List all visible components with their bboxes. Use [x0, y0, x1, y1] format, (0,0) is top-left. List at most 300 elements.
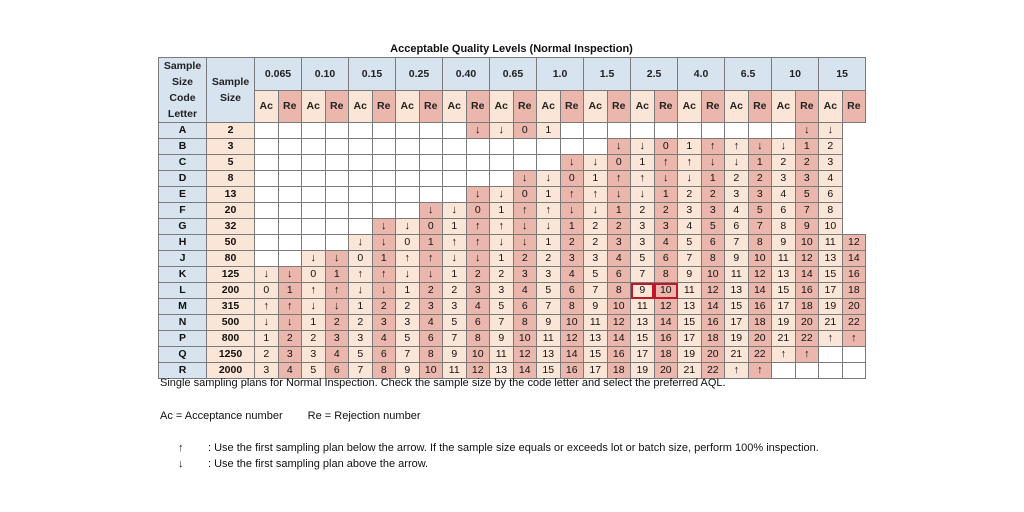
- re-cell: 20: [795, 315, 819, 331]
- ac-cell: 9: [725, 251, 749, 267]
- code-letter-cell: M: [159, 299, 207, 315]
- re-cell: 16: [654, 331, 678, 347]
- re-cell: 16: [560, 363, 584, 379]
- ac-cell: 19: [819, 299, 843, 315]
- ac-cell: 15: [631, 331, 655, 347]
- re-cell: 3: [701, 203, 725, 219]
- aql-header: 0.10: [302, 58, 349, 91]
- re-cell: 0: [607, 155, 631, 171]
- ac-cell: 1: [537, 187, 561, 203]
- re-cell: 8: [607, 283, 631, 299]
- re-cell: ↑: [795, 347, 819, 363]
- re-cell: 18: [701, 331, 725, 347]
- ac-cell: 19: [678, 347, 702, 363]
- re-cell: 6: [325, 363, 349, 379]
- re-cell: 3: [325, 331, 349, 347]
- re-cell: 18: [654, 347, 678, 363]
- ac-cell: 2: [396, 299, 420, 315]
- ac-cell: [396, 155, 420, 171]
- legend-ac: Ac = Acceptance number: [160, 410, 283, 422]
- re-cell: 12: [842, 235, 866, 251]
- ac-cell: 9: [772, 235, 796, 251]
- re-cell: ↓: [513, 235, 537, 251]
- re-cell: ↓: [513, 219, 537, 235]
- ac-cell: 17: [772, 299, 796, 315]
- aql-table: [158, 57, 866, 379]
- ac-cell: [302, 123, 326, 139]
- ac-cell: 11: [725, 267, 749, 283]
- re-cell: 3: [748, 187, 772, 203]
- ac-cell: [349, 187, 373, 203]
- ac-cell: 2: [537, 251, 561, 267]
- ac-cell: ↓: [396, 219, 420, 235]
- ac-cell: 13: [772, 267, 796, 283]
- ac-cell: [490, 155, 514, 171]
- re-cell: 0: [560, 171, 584, 187]
- ac-cell: 17: [819, 283, 843, 299]
- ac-cell: 1: [443, 267, 467, 283]
- ac-cell: 1: [584, 171, 608, 187]
- table-row: [159, 251, 866, 267]
- re-cell: 3: [795, 171, 819, 187]
- aql-header: 6.5: [725, 58, 772, 91]
- re-cell: 2: [795, 155, 819, 171]
- sample-size-cell: 13: [207, 187, 255, 203]
- re-cell: [466, 155, 490, 171]
- ac-cell: ↓: [584, 203, 608, 219]
- table-row: [159, 203, 866, 219]
- ac-cell: 3: [678, 203, 702, 219]
- re-cell: 2: [748, 171, 772, 187]
- ac-cell: 13: [631, 315, 655, 331]
- ac-cell: ↓: [349, 283, 373, 299]
- ac-cell: [349, 171, 373, 187]
- re-cell: 20: [842, 299, 866, 315]
- ac-cell: 4: [678, 219, 702, 235]
- ac-cell: 11: [584, 315, 608, 331]
- ac-cell: 2: [584, 235, 608, 251]
- ac-cell: 9: [443, 347, 467, 363]
- ac-cell: 5: [584, 267, 608, 283]
- ac-cell: [349, 139, 373, 155]
- re-cell: 12: [795, 251, 819, 267]
- ac-cell: 19: [772, 315, 796, 331]
- aql-header: 0.065: [255, 58, 302, 91]
- arrow-up-icon: ↑: [178, 442, 184, 454]
- table-row: [159, 235, 866, 251]
- re-cell: 1: [372, 251, 396, 267]
- ac-cell: 1: [490, 251, 514, 267]
- re-cell: 14: [607, 331, 631, 347]
- sample-size-cell: 32: [207, 219, 255, 235]
- re-cell: 8: [513, 315, 537, 331]
- re-cell: [278, 139, 302, 155]
- re-cell: ↑: [278, 299, 302, 315]
- re-cell: 2: [701, 187, 725, 203]
- re-cell: [372, 187, 396, 203]
- re-cell: 8: [372, 363, 396, 379]
- re-cell: [278, 235, 302, 251]
- ac-cell: ↓: [490, 235, 514, 251]
- sample-size-cell: 8: [207, 171, 255, 187]
- note-down-arrow: [178, 458, 428, 470]
- aql-header: 0.40: [443, 58, 490, 91]
- code-letter-cell: K: [159, 267, 207, 283]
- ac-header: Ac: [537, 90, 561, 123]
- ac-cell: 2: [302, 331, 326, 347]
- ac-cell: 9: [678, 267, 702, 283]
- note-down-text: : Use the first sampling plan above the arrow.: [208, 458, 429, 470]
- code-letter-cell: D: [159, 171, 207, 187]
- re-cell: 20: [748, 331, 772, 347]
- ac-cell: 3: [584, 251, 608, 267]
- ac-cell: 13: [490, 363, 514, 379]
- re-cell: [466, 171, 490, 187]
- re-cell: 1: [795, 139, 819, 155]
- ac-cell: 2: [772, 155, 796, 171]
- ac-cell: ↓: [678, 171, 702, 187]
- sample-size-cell: 1250: [207, 347, 255, 363]
- ac-cell: 6: [772, 203, 796, 219]
- ac-cell: 13: [584, 331, 608, 347]
- re-cell: [325, 219, 349, 235]
- ac-cell: 1: [490, 203, 514, 219]
- ac-cell: 15: [537, 363, 561, 379]
- re-cell: 4: [466, 299, 490, 315]
- ac-cell: 2: [255, 347, 279, 363]
- table-row: [159, 347, 866, 363]
- ac-cell: 2: [819, 139, 843, 155]
- ac-cell: 3: [772, 171, 796, 187]
- re-cell: 4: [372, 331, 396, 347]
- re-cell: ↓: [372, 219, 396, 235]
- re-cell: 8: [419, 347, 443, 363]
- re-cell: [325, 235, 349, 251]
- ac-cell: 2: [349, 315, 373, 331]
- ac-cell: [396, 203, 420, 219]
- arrow-down-icon: ↓: [178, 458, 184, 470]
- re-cell: 6: [560, 283, 584, 299]
- re-cell: 0: [654, 139, 678, 155]
- table-row: [159, 267, 866, 283]
- header-code-letter: Sample Size Code Letter: [159, 58, 207, 123]
- re-cell: 10: [466, 347, 490, 363]
- re-cell: 3: [419, 299, 443, 315]
- re-cell: ↓: [654, 171, 678, 187]
- ac-cell: [443, 171, 467, 187]
- re-cell: [419, 187, 443, 203]
- re-cell: ↑: [513, 203, 537, 219]
- re-cell: [419, 123, 443, 139]
- aql-header: 0.15: [349, 58, 396, 91]
- sample-size-cell: 5: [207, 155, 255, 171]
- re-cell: [278, 251, 302, 267]
- re-cell: 12: [466, 363, 490, 379]
- ac-cell: 5: [349, 347, 373, 363]
- ac-cell: 3: [396, 315, 420, 331]
- table-row: [159, 331, 866, 347]
- ac-header: Ac: [772, 90, 796, 123]
- re-cell: [325, 171, 349, 187]
- ac-cell: 15: [819, 267, 843, 283]
- re-cell: 4: [419, 315, 443, 331]
- re-cell: [419, 139, 443, 155]
- sample-size-cell: 200: [207, 283, 255, 299]
- re-cell: ↓: [419, 203, 443, 219]
- ac-cell: 11: [490, 347, 514, 363]
- code-letter-cell: C: [159, 155, 207, 171]
- ac-cell: ↓: [537, 219, 561, 235]
- ac-cell: 6: [725, 219, 749, 235]
- re-cell: ↑: [842, 331, 866, 347]
- re-cell: 10: [654, 283, 678, 299]
- note-up-text: : Use the first sampling plan below the arrow. If the sample size equals or exceeds lot or batch size, perform 100% inspection.: [208, 442, 819, 454]
- re-cell: 8: [466, 331, 490, 347]
- ac-cell: ↓: [490, 187, 514, 203]
- re-cell: ↓: [560, 203, 584, 219]
- ac-cell: 7: [349, 363, 373, 379]
- ac-cell: 9: [490, 331, 514, 347]
- header-row-aql-levels: [159, 58, 866, 91]
- ac-cell: [349, 219, 373, 235]
- re-cell: [842, 347, 866, 363]
- ac-cell: [302, 187, 326, 203]
- re-cell: 1: [278, 283, 302, 299]
- aql-header: 1.5: [584, 58, 631, 91]
- re-cell: 10: [701, 267, 725, 283]
- code-letter-cell: R: [159, 363, 207, 379]
- re-cell: 2: [513, 251, 537, 267]
- ac-cell: 1: [302, 315, 326, 331]
- code-letter-cell: P: [159, 331, 207, 347]
- ac-cell: 5: [631, 251, 655, 267]
- ac-cell: 5: [443, 315, 467, 331]
- re-header: Re: [560, 90, 584, 123]
- re-cell: ↓: [795, 123, 819, 139]
- ac-cell: [255, 123, 279, 139]
- re-cell: [278, 219, 302, 235]
- re-cell: [701, 123, 725, 139]
- re-cell: 16: [748, 299, 772, 315]
- ac-cell: 11: [631, 299, 655, 315]
- ac-cell: 7: [537, 299, 561, 315]
- ac-cell: [302, 219, 326, 235]
- re-header: Re: [795, 90, 819, 123]
- re-cell: 6: [701, 235, 725, 251]
- ac-cell: 17: [631, 347, 655, 363]
- table-row: [159, 123, 866, 139]
- re-cell: ↓: [325, 251, 349, 267]
- ac-cell: [255, 139, 279, 155]
- code-letter-cell: F: [159, 203, 207, 219]
- ac-cell: [302, 171, 326, 187]
- re-cell: 18: [748, 315, 772, 331]
- re-cell: 12: [607, 315, 631, 331]
- ac-cell: 7: [631, 267, 655, 283]
- ac-cell: 19: [631, 363, 655, 379]
- ac-cell: 13: [537, 347, 561, 363]
- sample-size-cell: 2: [207, 123, 255, 139]
- re-cell: 8: [701, 251, 725, 267]
- sample-size-cell: 3: [207, 139, 255, 155]
- ac-cell: 11: [537, 331, 561, 347]
- ac-cell: ↓: [537, 171, 561, 187]
- ac-cell: ↑: [584, 187, 608, 203]
- re-cell: [372, 155, 396, 171]
- re-cell: 14: [513, 363, 537, 379]
- re-cell: 10: [513, 331, 537, 347]
- ac-cell: 11: [678, 283, 702, 299]
- ac-cell: 17: [678, 331, 702, 347]
- ac-cell: 19: [725, 331, 749, 347]
- ac-header: Ac: [255, 90, 279, 123]
- ac-cell: 0: [302, 267, 326, 283]
- re-cell: 5: [701, 219, 725, 235]
- re-cell: 5: [795, 187, 819, 203]
- re-cell: 1: [607, 203, 631, 219]
- ac-cell: 11: [443, 363, 467, 379]
- ac-cell: 17: [584, 363, 608, 379]
- re-cell: 1: [654, 187, 678, 203]
- re-cell: 12: [560, 331, 584, 347]
- ac-cell: 7: [443, 331, 467, 347]
- ac-cell: ↑: [819, 331, 843, 347]
- ac-cell: 15: [772, 283, 796, 299]
- re-cell: [842, 363, 866, 379]
- ac-cell: 6: [819, 187, 843, 203]
- re-cell: 22: [795, 331, 819, 347]
- code-letter-cell: E: [159, 187, 207, 203]
- re-header: Re: [372, 90, 396, 123]
- ac-cell: 17: [725, 315, 749, 331]
- ac-header: Ac: [349, 90, 373, 123]
- sample-size-cell: 80: [207, 251, 255, 267]
- re-cell: [654, 123, 678, 139]
- ac-cell: 2: [631, 203, 655, 219]
- table-row: [159, 155, 866, 171]
- aql-header: 1.0: [537, 58, 584, 91]
- ac-cell: 2: [490, 267, 514, 283]
- re-cell: [325, 203, 349, 219]
- re-cell: 7: [748, 219, 772, 235]
- re-cell: ↓: [372, 283, 396, 299]
- ac-cell: [443, 123, 467, 139]
- ac-cell: 8: [819, 203, 843, 219]
- ac-cell: [396, 187, 420, 203]
- re-cell: 16: [795, 283, 819, 299]
- re-cell: 3: [466, 283, 490, 299]
- ac-cell: ↓: [490, 123, 514, 139]
- code-letter-cell: N: [159, 315, 207, 331]
- re-cell: ↓: [560, 155, 584, 171]
- code-letter-cell: A: [159, 123, 207, 139]
- table-body: [159, 123, 866, 379]
- ac-header: Ac: [819, 90, 843, 123]
- ac-cell: 13: [725, 283, 749, 299]
- re-cell: ↓: [278, 267, 302, 283]
- ac-cell: 5: [396, 331, 420, 347]
- ac-cell: 5: [678, 235, 702, 251]
- ac-cell: [302, 139, 326, 155]
- aql-header: 0.25: [396, 58, 443, 91]
- ac-cell: [725, 123, 749, 139]
- table-row: [159, 139, 866, 155]
- re-cell: [419, 171, 443, 187]
- re-cell: 5: [748, 203, 772, 219]
- ac-cell: 4: [772, 187, 796, 203]
- re-cell: [748, 123, 772, 139]
- ac-cell: [584, 123, 608, 139]
- ac-cell: ↓: [443, 203, 467, 219]
- ac-cell: [255, 235, 279, 251]
- re-cell: 3: [607, 235, 631, 251]
- re-cell: 8: [560, 299, 584, 315]
- re-cell: 2: [607, 219, 631, 235]
- code-letter-cell: J: [159, 251, 207, 267]
- re-header: Re: [278, 90, 302, 123]
- re-cell: 10: [795, 235, 819, 251]
- ac-cell: 11: [772, 251, 796, 267]
- re-cell: 2: [372, 299, 396, 315]
- re-cell: 3: [560, 251, 584, 267]
- re-header: Re: [607, 90, 631, 123]
- re-cell: 16: [607, 347, 631, 363]
- header-sample-size: Sample Size: [207, 58, 255, 123]
- ac-cell: ↑: [537, 203, 561, 219]
- re-cell: 4: [607, 251, 631, 267]
- re-cell: ↑: [654, 155, 678, 171]
- ac-cell: ↓: [443, 251, 467, 267]
- re-cell: 1: [748, 155, 772, 171]
- ac-header: Ac: [302, 90, 326, 123]
- ac-re-legend: [160, 410, 420, 422]
- ac-header: Ac: [443, 90, 467, 123]
- ac-cell: 7: [490, 315, 514, 331]
- re-cell: [325, 155, 349, 171]
- ac-cell: [443, 155, 467, 171]
- re-cell: 3: [372, 315, 396, 331]
- ac-header: Ac: [490, 90, 514, 123]
- re-cell: ↑: [372, 267, 396, 283]
- ac-cell: [255, 155, 279, 171]
- ac-cell: ↓: [584, 155, 608, 171]
- re-cell: ↓: [419, 267, 443, 283]
- ac-cell: [772, 123, 796, 139]
- re-cell: 10: [748, 251, 772, 267]
- sample-size-cell: 20: [207, 203, 255, 219]
- re-cell: 6: [466, 315, 490, 331]
- re-header: Re: [513, 90, 537, 123]
- ac-cell: 4: [819, 171, 843, 187]
- re-cell: 10: [560, 315, 584, 331]
- ac-cell: 1: [396, 283, 420, 299]
- table-row: [159, 283, 866, 299]
- ac-cell: ↑: [725, 363, 749, 379]
- sample-size-cell: 125: [207, 267, 255, 283]
- re-cell: ↑: [325, 283, 349, 299]
- ac-cell: ↑: [772, 347, 796, 363]
- re-cell: 10: [607, 299, 631, 315]
- re-cell: [419, 155, 443, 171]
- ac-cell: 1: [678, 139, 702, 155]
- ac-cell: 1: [537, 235, 561, 251]
- ac-cell: 1: [255, 331, 279, 347]
- ac-cell: 2: [725, 171, 749, 187]
- re-cell: 6: [607, 267, 631, 283]
- ac-cell: ↑: [302, 283, 326, 299]
- ac-cell: [255, 219, 279, 235]
- ac-cell: [255, 203, 279, 219]
